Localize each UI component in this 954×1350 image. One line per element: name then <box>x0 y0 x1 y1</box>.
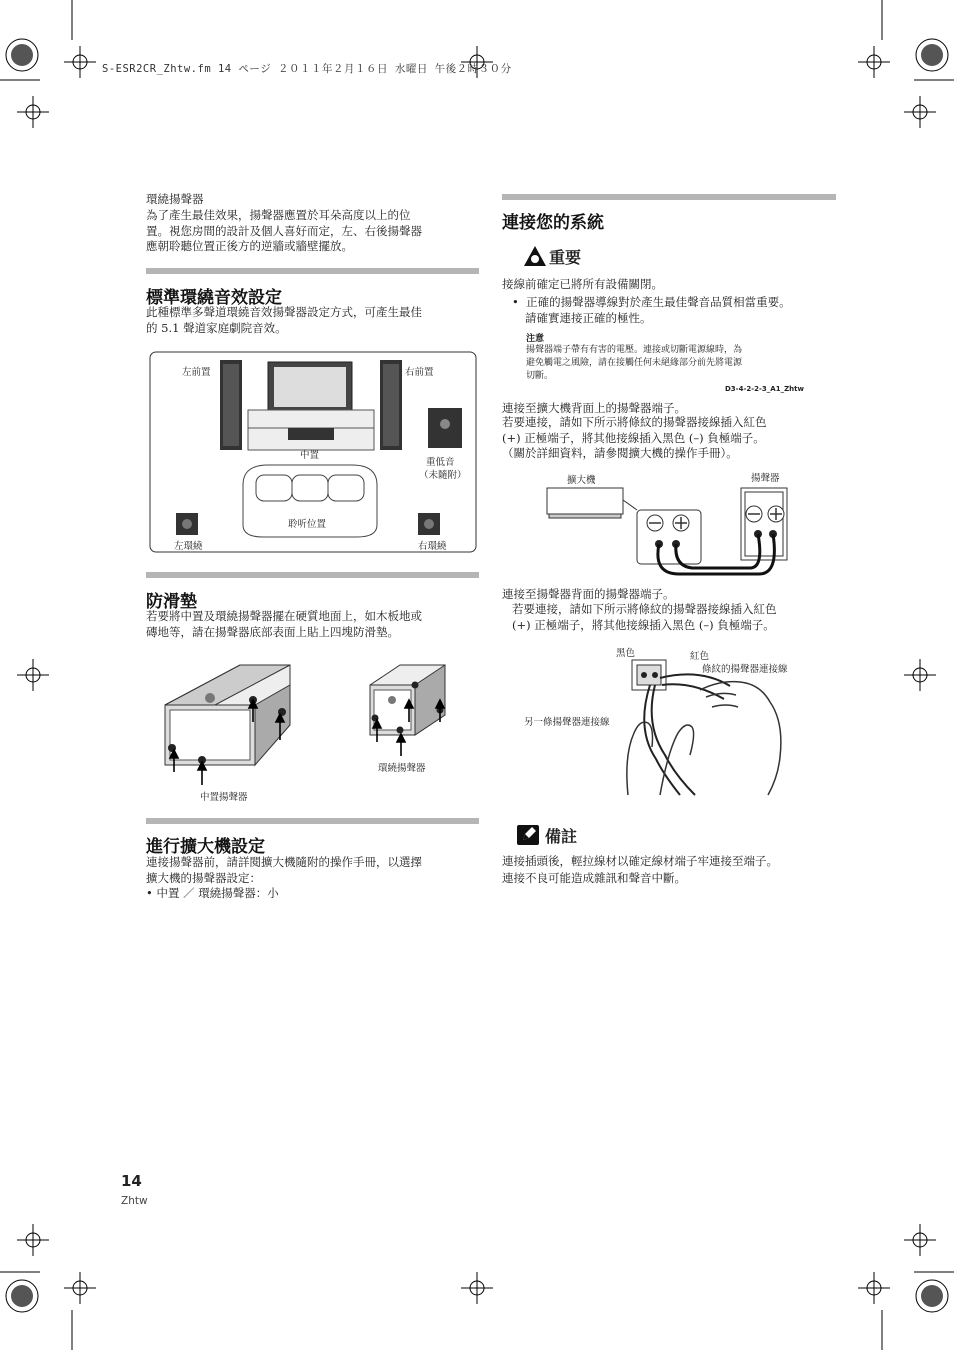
surround-title: 環繞揚聲器 <box>146 192 204 206</box>
label-surround-speaker: 環繞揚聲器 <box>378 763 426 774</box>
caution-code: D3-4-2-2-3_A1_Zhtw <box>725 385 804 393</box>
speaker-terminals-title: 連接至揚聲器背面的揚聲器端子。 <box>502 587 675 601</box>
heading-amp-settings: 進行擴大機設定 <box>146 837 265 857</box>
label-black: 黑色 <box>616 648 636 659</box>
label-other-cable: 另一條揚聲器連接線 <box>524 717 610 728</box>
divider <box>146 268 479 274</box>
polarity-bullet: • 正確的揚聲器導線對於產生最佳聲音品質相當重要。 請確實連接正確的極性。 <box>512 295 791 325</box>
amp-settings-text: 連接揚聲器前，請詳閱擴大機隨附的操作手冊，以選擇 擴大機的揚聲器設定： • 中置 ／ 環繞揚聲器：小 <box>146 855 422 900</box>
warning-icon <box>524 246 546 266</box>
label-amplifier: 擴大機 <box>567 475 596 486</box>
language-code: Zhtw <box>121 1195 148 1207</box>
label-front-left: 左前置 <box>182 367 211 378</box>
page-number: 14 <box>121 1172 142 1190</box>
amp-speaker-wiring-diagram <box>545 478 805 588</box>
label-listening-position: 聆听位置 <box>288 519 327 530</box>
note-label: 備註 <box>545 827 578 846</box>
label-surround-right: 右環繞 <box>418 541 447 552</box>
standard-text: 此種標準多聲道環繞音效揚聲器設定方式，可產生最佳 的 5.1 聲道家庭劇院音效。 <box>146 305 422 335</box>
label-center: 中置 <box>300 450 320 461</box>
pads-text: 若要將中置及環繞揚聲器擺在硬質地面上，如木板地或 磚地等，請在揚聲器底部表面上貼上四塊防滑墊。 <box>146 609 422 639</box>
pencil-note-icon <box>517 825 539 845</box>
divider <box>502 194 836 200</box>
label-front-right: 右前置 <box>405 367 434 378</box>
amp-terminals-title: 連接至擴大機背面上的揚聲器端子。 <box>502 401 686 415</box>
caution-text: 揚聲器端子帶有有害的電壓。連接或切斷電源線時，為 避免觸電之風險，請在接觸任何未絕緣部分前先將電源 切斷。 <box>526 345 743 381</box>
surround-text: 為了產生最佳效果，揚聲器應置於耳朵高度以上的位 置。視您房間的設計及個人喜好而定，左、右後揚聲器 應朝聆聽位置正後方的逆牆或牆壁擺放。 <box>146 208 422 253</box>
anti-slip-pads-diagram <box>160 660 480 800</box>
divider <box>146 818 479 824</box>
label-center-speaker: 中置揚聲器 <box>200 792 248 803</box>
file-header: S-ESR2CR_Zhtw.fm 14 ページ ２０１１年２月１６日 水曜日 午後２時３０分 <box>102 63 512 75</box>
label-red: 紅色 <box>690 651 710 662</box>
important-label: 重要 <box>549 248 582 267</box>
label-striped-cable: 條紋的揚聲器連接線 <box>702 664 788 675</box>
amp-settings-bullet: • 中置 ／ 環繞揚聲器：小 <box>146 886 279 900</box>
label-subwoofer-note: （未隨附） <box>419 470 467 481</box>
label-surround-left: 左環繞 <box>174 541 203 552</box>
amp-terminals-text: 若要連接，請如下所示將條紋的揚聲器接線插入紅色 (+) 正極端子，將其他接線插入黑色 (–) 負極端子。 （關於詳細資料，請參閱擴大機的操作手冊）。 <box>502 415 767 460</box>
speaker-terminals-text: 若要連接，請如下所示將條紋的揚聲器接線插入紅色 (+) 正極端子，將其他接線插入黑色 (–) 負極端子。 <box>512 602 777 632</box>
connect-text: 接線前確定已將所有設備關閉。 <box>502 277 663 291</box>
note-text: 連接插頭後，輕拉線材以確定線材端子牢連接至端子。 連接不良可能造成雜訊和聲音中斷。 <box>502 854 778 885</box>
heading-anti-slip-pads: 防滑墊 <box>146 592 197 612</box>
divider <box>146 572 479 578</box>
label-subwoofer: 重低音 <box>426 457 455 468</box>
label-speaker: 揚聲器 <box>751 473 780 484</box>
heading-connect-system: 連接您的系統 <box>502 213 604 233</box>
heading-standard-surround: 標準環繞音效設定 <box>146 288 282 308</box>
caution-title: 注意 <box>526 334 545 344</box>
